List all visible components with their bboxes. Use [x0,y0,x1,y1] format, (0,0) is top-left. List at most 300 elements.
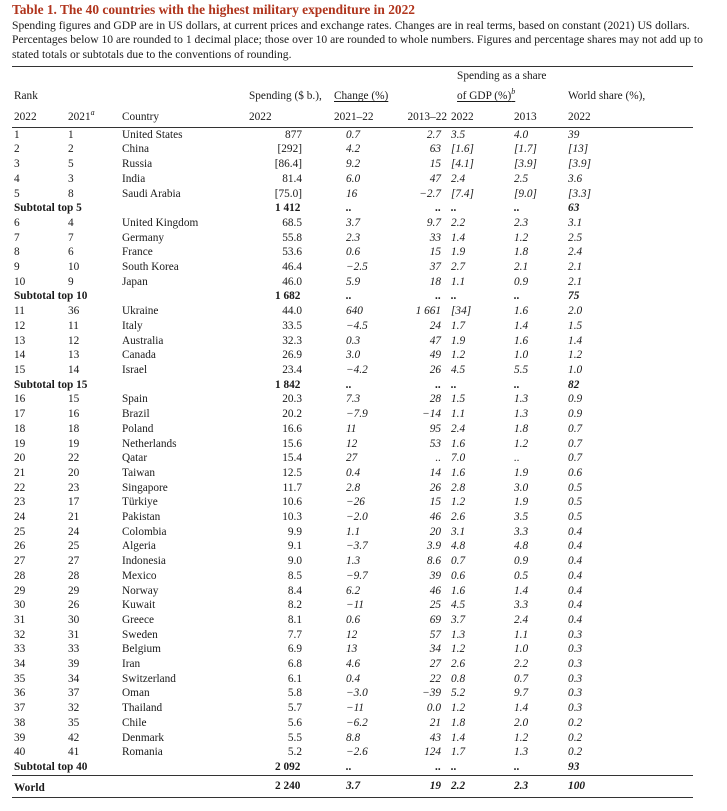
subtotal-row [12,289,693,304]
table-note: Spending figures and GDP are in US dollars, at current prices and exchange rates. Changes are in real terms, based on constant (2021) US dollars. Percentages below 10 are rounded to 1 decimal place; those over 10 are rounded to whole numbers. Figures and percentage shares may not add up to stated totals or subtotals due to the conventions of rounding. [12,19,703,61]
rank-2022-cell: 14 [14,349,26,362]
table-row [12,613,693,628]
spending-cell: 6.1 [287,672,302,685]
table-row [12,554,693,569]
country-header: Country [122,110,160,123]
rank-2021-cell: 39 [68,658,80,671]
gdp-2022-header: 2022 [451,110,474,123]
table-row [12,495,693,510]
world-share-cell: 0.3 [568,702,583,715]
change-2013-22-cell: 34 [429,643,442,656]
country-cell: Sweden [122,628,158,641]
rank-2022-cell: 23 [14,496,26,509]
change-2021-22-cell: 640 [346,305,363,318]
gdp-share-2022-cell: 1.7 [451,319,466,332]
gdp-share-2013-cell: 2.0 [514,716,529,729]
country-cell: India [122,172,146,185]
gdp-share-2013-cell: .. [514,202,520,215]
gdp-share-2022-cell: 3.5 [451,128,466,141]
gdp-share-2022-cell: 0.6 [451,569,466,582]
change-2021-22-cell: −3.7 [346,540,368,553]
world-share-cell: 1.2 [568,349,583,362]
change-2013-22-cell: 47 [429,172,442,185]
rank-2022-cell: 22 [14,481,26,494]
country-cell: Denmark [122,731,165,744]
table-body [12,127,693,798]
gdp-share-2013-cell: .. [514,290,520,303]
gdp-share-2022-cell: 1.2 [451,496,466,509]
rank-2021-cell: 32 [68,702,80,715]
country-cell: Iran [122,658,141,671]
rank-2022-cell: 9 [14,261,20,274]
table-row [12,584,693,599]
change-2013-22-cell: 46 [429,511,442,524]
spending-cell: 9.9 [287,525,302,538]
rank-2022-cell: 8 [14,246,20,259]
rank-2021-cell: 6 [68,246,74,259]
rank-2021-cell: 10 [68,261,80,274]
country-cell: United Kingdom [122,216,199,229]
world-share-cell: 82 [568,378,580,391]
change-2021-22-cell: 2.3 [346,231,361,244]
world-share-cell: [3.3] [568,187,591,200]
rank-2022-cell: 29 [14,584,26,597]
change-2013-22-cell: 8.6 [426,555,442,568]
gdp-share-2013-cell: 1.6 [514,334,529,347]
world-share-cell: 0.4 [568,584,583,597]
change-2021-22-cell: 0.6 [346,246,361,259]
subtotal-label: World [14,781,45,794]
change-2021-22-cell: 8.8 [346,731,361,744]
gdp-share-2013-cell: 2.3 [514,779,529,792]
rank-2022-cell: 38 [14,716,26,729]
gdp-share-2022-cell: 1.6 [451,466,466,479]
gdp-share-2022-cell: .. [451,378,457,391]
gdp-share-2022-cell: 3.1 [451,525,466,538]
rank-2021-cell: 2 [68,143,74,156]
rank-2022-cell: 7 [14,231,20,244]
change-2013-22-cell: 27 [429,658,442,671]
rank-2021-cell: 27 [68,555,80,568]
gdp-share-2013-cell: 1.9 [514,466,529,479]
gdp-share-2022-cell: .. [451,290,457,303]
rank-2021-cell: 22 [68,452,80,465]
table-figure [12,0,716,798]
gdp-share-2022-cell: 1.7 [451,746,466,759]
rank-2022-cell: 12 [14,319,26,332]
world-share-cell: 0.6 [568,466,583,479]
change-2021-22-cell: 0.6 [346,613,361,626]
rank-2022-cell: 13 [14,334,26,347]
gdp-share-2022-cell: 2.6 [451,511,466,524]
gdp-share-2013-cell: [3.9] [514,158,537,171]
rank-2022-cell: 36 [14,687,26,700]
change-2021-22-cell: 4.2 [346,143,361,156]
change-2021-22-cell: 3.0 [346,349,361,362]
rank-2022-cell: 5 [14,187,20,200]
spending-cell: 5.2 [287,746,302,759]
spending-cell: 15.4 [282,452,302,465]
gdp-header-line1: Spending as a share [457,70,547,83]
gdp-share-2022-cell: 5.2 [451,687,466,700]
spending-cell: 23.4 [282,364,302,376]
table-header [12,67,693,128]
change-2013-22-cell: 21 [429,716,442,729]
change-2013-22-cell: 63 [429,143,442,156]
gdp-share-2022-cell: [4.1] [451,158,474,171]
gdp-share-2013-cell: 1.4 [514,702,529,715]
table-row [12,334,693,349]
change-2021-22-cell: 12 [346,628,358,641]
world-share-cell: 0.7 [568,422,583,435]
change-header: Change (%) [334,89,389,102]
world-share-cell: 2.1 [568,261,583,274]
country-cell: Switzerland [122,672,176,685]
table-row [12,319,693,334]
gdp-share-2022-cell: 4.5 [451,599,466,612]
change-2021-22-cell: −26 [346,496,365,509]
rank-2022-cell: 32 [14,628,26,641]
world-share-cell: 0.2 [568,731,583,744]
gdp-share-2013-cell: 1.9 [514,496,529,509]
spending-cell: 1 682 [275,290,301,303]
table-row [12,187,693,202]
change-2013-22-cell: .. [435,202,442,215]
change-2013-22-cell: 24 [429,319,442,332]
world-share-cell: 0.2 [568,716,583,729]
spending-cell: [86.4] [274,158,302,171]
country-cell: Israel [122,364,148,376]
change-2021-22-cell: 0.4 [346,466,361,479]
world-share-cell: 39 [568,128,580,141]
country-cell: Poland [122,422,154,435]
rank-2021-cell: 36 [68,305,80,318]
gdp-share-2013-cell: 2.4 [514,613,529,626]
world-share-cell: 3.1 [568,216,583,229]
country-cell: Australia [122,334,164,347]
world-share-header-line1: World share (%), [568,89,646,102]
change-2013-22-cell: 33 [429,231,442,244]
table-row [12,260,693,275]
rank-2022-cell: 24 [14,511,26,524]
gdp-share-2022-cell: 2.2 [451,216,466,229]
spending-cell: 16.6 [282,422,302,435]
gdp-share-2022-cell: [7.4] [451,187,474,200]
gdp-share-2022-cell: 1.2 [451,643,466,656]
country-cell: Singapore [122,481,168,494]
spending-cell: 9.0 [287,555,302,568]
change-2013-22-cell: 14 [429,466,442,479]
country-cell: Brazil [122,408,150,421]
change-2021-22-cell: −11 [346,599,365,612]
rank-2022-cell: 34 [14,658,26,671]
change-2021-22-cell: 2.8 [346,481,361,494]
gdp-share-2022-cell: .. [451,760,457,773]
change-2021-22-cell: 27 [346,452,358,465]
rank-2022-cell: 10 [14,275,26,288]
rank-2021-cell: 34 [68,672,80,685]
spending-cell: 26.9 [282,349,302,362]
table-row [12,304,693,319]
rank-2022-cell: 16 [14,393,26,406]
table-row [12,539,693,554]
table-row [12,216,693,231]
rank-2022-cell: 20 [14,452,26,465]
gdp-share-2013-cell: 1.2 [514,437,529,450]
gdp-share-2013-cell: .. [514,452,520,465]
world-share-cell: 1.5 [568,319,583,332]
country-cell: Greece [122,613,154,626]
gdp-share-2013-cell: 3.0 [514,481,529,494]
change-2021-22-cell: 0.7 [346,128,361,141]
gdp-share-2013-cell: 1.3 [514,408,529,421]
world-share-cell: 0.5 [568,481,583,494]
change-2021-22-cell: −7.9 [346,408,368,421]
country-cell: South Korea [122,261,179,274]
world-share-cell: 0.4 [568,540,583,553]
spending-cell: 55.8 [282,231,302,244]
table-row [12,510,693,525]
spending-cell: 877 [285,128,302,141]
change-2013-22-cell: 43 [429,731,442,744]
spending-cell: 1 842 [275,378,301,391]
gdp-share-2022-cell: 0.7 [451,555,466,568]
world-share-cell: 0.4 [568,525,583,538]
rank-2021-cell: 42 [68,731,80,744]
gdp-share-2022-cell: 3.7 [451,613,466,626]
change-2021-22-cell: 3.7 [346,779,361,792]
change-2013-22-cell: .. [435,452,442,465]
change-2021-22-cell: 6.2 [346,584,361,597]
rank-2021-cell: 9 [68,275,74,288]
change-2021-22-cell: −2.5 [346,261,368,274]
table-row [12,437,693,452]
change-2013-22-cell: 15 [429,158,442,171]
spending-cell: 9.1 [287,540,302,553]
rank-2021-cell: 5 [68,158,74,171]
rank-2022-cell: 17 [14,408,26,421]
spending-cell: 6.8 [287,658,302,671]
rank-2021-cell: 31 [68,628,80,641]
rank-2022-cell: 30 [14,599,26,612]
spending-cell: 46.0 [282,275,302,288]
rank-2021-cell: 15 [68,393,80,406]
table-row [12,569,693,584]
country-cell: Romania [122,746,163,759]
gdp-share-2013-cell: 4.8 [514,540,529,553]
spending-cell: 44.0 [282,305,302,318]
change-2013-22-cell: 19 [429,779,442,792]
table-row [12,348,693,363]
spending-cell: 68.5 [282,216,302,229]
table-row [12,745,693,760]
gdp-share-2022-cell: 1.3 [451,628,466,641]
world-share-cell: 0.2 [568,746,583,759]
change-2021-22-cell: 1.3 [346,555,361,568]
table-row [12,245,693,260]
table-row [12,407,693,422]
country-cell: Spain [122,393,148,406]
world-share-cell: 0.3 [568,628,583,641]
gdp-share-2013-cell: 1.6 [514,305,529,318]
change-2013-22-cell: 26 [429,481,442,494]
rank-2022-cell: 21 [14,466,26,479]
world-share-cell: 3.6 [568,172,583,185]
country-cell: Belgium [122,643,161,656]
world-share-cell: 0.5 [568,496,583,509]
spending-cell: 5.7 [287,702,302,715]
country-cell: China [122,143,149,156]
world-share-cell: 2.5 [568,231,583,244]
spending-cell: 32.3 [282,334,302,347]
change-2021-22-cell: −4.5 [346,319,368,332]
change-2021-22-cell: 4.6 [346,658,361,671]
spending-cell: 5.5 [287,731,302,744]
change-2013-22-cell: 15 [429,496,442,509]
gdp-share-2022-cell: 7.0 [451,452,466,465]
gdp-share-2013-cell: 1.8 [514,246,529,259]
rank-2021-cell: 3 [68,172,74,185]
change-2021-22-cell: −6.2 [346,716,368,729]
gdp-header-line2: of GDP (%)$^b$ [457,87,516,102]
rank-2021-cell: 1 [68,128,74,141]
gdp-share-2013-cell: 0.7 [514,672,529,685]
gdp-share-2013-cell: 9.7 [514,687,529,700]
table-row [12,672,693,687]
gdp-2013-header: 2013 [514,110,537,123]
change-2013-22-cell: .. [435,290,442,303]
gdp-share-2013-cell: 1.1 [514,628,529,641]
gdp-share-2022-cell: 1.2 [451,349,466,362]
spending-cell: 2 240 [275,779,301,792]
change-2013-22-cell: 57 [429,628,442,641]
change-2013-22-cell: 53 [429,437,442,450]
country-cell: France [122,246,153,259]
change-2021-22-cell: .. [346,760,352,773]
gdp-share-2022-cell: 4.8 [451,540,466,553]
gdp-share-2022-cell: 1.8 [451,716,466,729]
gdp-share-2022-cell: .. [451,202,457,215]
country-cell: Algeria [122,540,156,553]
world-share-cell: 0.7 [568,452,583,465]
rank-2022-cell: 3 [14,158,20,171]
table-row [12,127,693,142]
world-share-header-line2: 2022 [568,110,591,123]
rank-2022-cell: 31 [14,613,26,626]
spending-cell: [292] [277,143,302,156]
table-title: Table 1. The 40 countries with the highest military expenditure in 2022 [12,2,415,17]
country-cell: Italy [122,319,143,332]
rank-2021-cell: 12 [68,334,80,347]
change-2021-22-cell: 0.4 [346,672,361,685]
change-2013-22-cell: 49 [429,349,442,362]
gdp-share-2013-cell: 1.0 [514,643,529,656]
gdp-share-2022-cell: 1.4 [451,231,466,244]
change-2021-22-cell: 12 [346,437,358,450]
spending-cell: 5.8 [287,687,302,700]
gdp-share-2022-cell: 1.6 [451,437,466,450]
gdp-share-2022-cell: 2.4 [451,172,466,185]
gdp-share-2013-cell: 1.3 [514,393,529,406]
country-cell: Pakistan [122,511,161,524]
subtotal-row [12,760,693,775]
spending-cell: 33.5 [282,319,302,332]
spending-cell: 1 412 [275,202,301,215]
country-cell: Thailand [122,702,163,715]
change-2013-22-cell: −14 [422,408,442,421]
change-2013-22-cell: 25 [429,599,442,612]
change-2021-22-cell: 11 [346,422,357,435]
table-row [12,172,693,187]
rank-2021-cell: 21 [68,511,80,524]
change-2013-22-cell: 28 [429,393,442,406]
country-cell: Saudi Arabia [122,187,181,200]
table-row [12,686,693,701]
country-cell: Colombia [122,525,167,538]
gdp-share-2013-cell: 3.5 [514,511,529,524]
rank-2021-cell: 4 [68,216,74,229]
spending-cell: 12.5 [282,466,302,479]
change-2013-22-cell: 18 [429,275,442,288]
rank-2022-cell: 15 [14,364,26,376]
gdp-share-2013-cell: 0.9 [514,275,529,288]
spending-cell: 8.4 [287,584,302,597]
world-share-cell: [13] [568,143,589,156]
world-share-cell: 1.4 [568,334,583,347]
gdp-share-2022-cell: 1.1 [451,408,466,421]
change-2021-22-cell: 7.3 [346,393,361,406]
country-cell: Japan [122,275,148,288]
gdp-share-2022-cell: 1.5 [451,393,466,406]
gdp-share-2022-cell: 0.8 [451,672,466,685]
world-share-cell: 2.0 [568,305,583,318]
rank-2022-cell: 35 [14,672,26,685]
gdp-share-2013-cell: 3.3 [514,599,529,612]
military-expenditure-table [12,66,693,798]
rank-2022-cell: 18 [14,422,26,435]
gdp-share-2013-cell: .. [514,760,520,773]
change-2021-22-cell: −4.2 [346,364,368,376]
gdp-footnote-mark: b [511,87,516,97]
change-2021-22-cell: 13 [346,643,358,656]
change-2013-22-cell: 15 [429,246,442,259]
country-cell: Ukraine [122,305,159,318]
table-row [12,731,693,746]
rank-2021-cell: 29 [68,584,80,597]
world-share-cell: 0.3 [568,643,583,656]
country-cell: Indonesia [122,555,166,568]
world-share-cell: 0.3 [568,672,583,685]
country-cell: Netherlands [122,437,177,450]
rank-2022-cell: 37 [14,702,26,715]
change-2021-22-cell: 5.9 [346,275,361,288]
spending-cell: 7.7 [287,628,302,641]
rank-2022-cell: 4 [14,172,20,185]
change-2013-22-cell: 39 [429,569,442,582]
change-2013-22-cell: 20 [429,525,442,538]
world-share-cell: 0.3 [568,687,583,700]
rank-2021-cell: 7 [68,231,74,244]
rank-2022-cell: 27 [14,555,26,568]
rank-2021-cell: 13 [68,349,80,362]
rank-2021-cell: 8 [68,187,74,200]
gdp-share-2013-cell: 1.8 [514,422,529,435]
gdp-share-2013-cell: 1.4 [514,319,529,332]
gdp-share-2013-cell: [1.7] [514,143,537,156]
subtotal-label: Subtotal top 5 [14,202,82,215]
rank-2022-cell: 19 [14,437,26,450]
table-row [12,642,693,657]
